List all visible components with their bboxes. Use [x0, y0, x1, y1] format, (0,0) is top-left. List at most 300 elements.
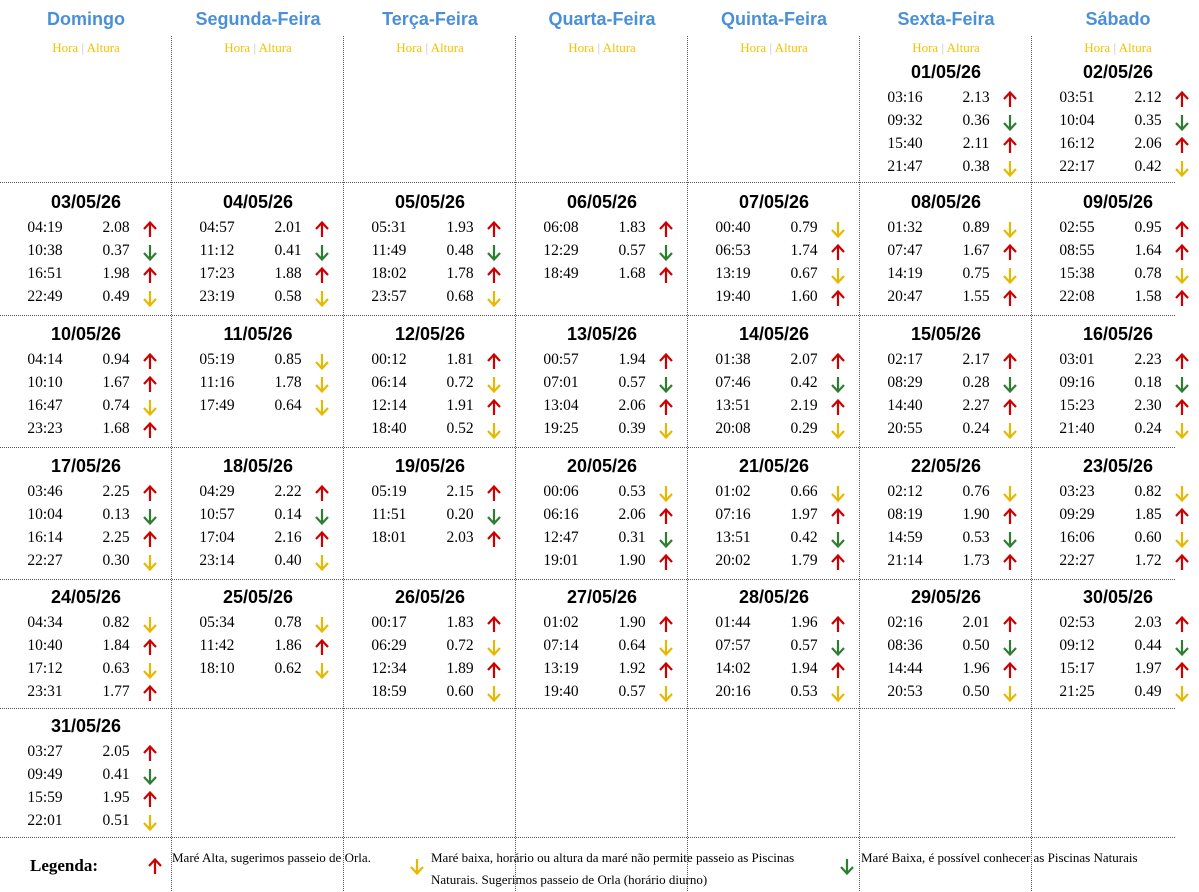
tide-time: 06:53	[715, 242, 751, 259]
arrow-up-icon	[658, 266, 674, 285]
tide-time: 23:19	[199, 288, 235, 305]
tide-time: 16:06	[1059, 529, 1095, 546]
arrow-down-icon	[486, 375, 502, 394]
day-date: 02/05/26	[1082, 62, 1154, 82]
tide-time: 18:49	[543, 265, 579, 282]
arrow-down-icon	[1174, 638, 1190, 657]
tide-row	[516, 660, 688, 683]
tide-row	[172, 288, 344, 311]
tide-height: 0.50	[962, 683, 990, 700]
tide-height: 0.67	[790, 265, 818, 282]
tide-row	[344, 374, 516, 397]
day-date: 28/05/26	[738, 587, 810, 607]
tide-time: 10:04	[27, 506, 63, 523]
arrow-down-icon	[658, 421, 674, 440]
tide-height: 0.78	[274, 614, 302, 631]
tide-height: 2.06	[618, 397, 646, 414]
tide-row	[1032, 552, 1199, 575]
day-cell	[1032, 324, 1199, 444]
tide-height: 2.08	[102, 219, 130, 236]
column-subheader	[516, 40, 688, 56]
tide-row	[516, 397, 688, 420]
tide-row	[0, 397, 172, 420]
arrow-up-icon	[1174, 615, 1190, 634]
tide-height: 0.24	[1134, 420, 1162, 437]
tide-time: 05:34	[199, 614, 235, 631]
column-subheader	[1032, 40, 1199, 56]
tide-time: 23:23	[27, 420, 63, 437]
tide-row	[344, 660, 516, 683]
tide-time: 04:57	[199, 219, 235, 236]
tide-height: 1.84	[102, 637, 130, 654]
tide-time: 20:08	[715, 420, 751, 437]
day-date: 31/05/26	[50, 716, 122, 736]
tide-time: 14:59	[887, 529, 923, 546]
tide-time: 03:27	[27, 743, 63, 760]
subheader-altura: Altura	[86, 40, 120, 55]
arrow-up-icon	[314, 530, 330, 549]
arrow-down-icon	[314, 352, 330, 371]
tide-row	[0, 529, 172, 552]
tide-height: 0.78	[1134, 265, 1162, 282]
subheader-hora: Hora	[912, 40, 939, 55]
tide-row	[1032, 242, 1199, 265]
tide-time: 00:12	[371, 351, 407, 368]
tide-time: 20:55	[887, 420, 923, 437]
tide-height: 0.66	[790, 483, 818, 500]
subheader-separator: |	[941, 40, 945, 55]
tide-row	[344, 529, 516, 552]
tide-time: 00:57	[543, 351, 579, 368]
tide-time: 19:01	[543, 552, 579, 569]
tide-height: 1.92	[618, 660, 646, 677]
tide-time: 06:29	[371, 637, 407, 654]
tide-height: 0.60	[446, 683, 474, 700]
tide-height: 0.58	[274, 288, 302, 305]
day-cell	[860, 324, 1032, 444]
tide-time: 01:32	[887, 219, 923, 236]
tide-row	[1032, 265, 1199, 288]
tide-row	[860, 420, 1032, 443]
tide-height: 0.57	[618, 374, 646, 391]
tide-height: 0.57	[618, 683, 646, 700]
arrow-up-icon	[142, 266, 158, 285]
arrow-up-icon	[1174, 90, 1190, 109]
tide-time: 14:02	[715, 660, 751, 677]
tide-time: 22:27	[27, 552, 63, 569]
tide-row	[688, 219, 860, 242]
tide-row	[344, 637, 516, 660]
tide-height: 0.42	[790, 529, 818, 546]
arrow-up-icon	[830, 553, 846, 572]
arrow-down-icon	[1174, 530, 1190, 549]
tide-time: 11:42	[199, 637, 235, 654]
tide-time: 07:57	[715, 637, 751, 654]
tide-height: 0.76	[962, 483, 990, 500]
tide-time: 22:49	[27, 288, 63, 305]
tide-row	[0, 660, 172, 683]
subheader-altura: Altura	[774, 40, 808, 55]
tide-height: 0.41	[274, 242, 302, 259]
tide-row	[0, 265, 172, 288]
arrow-up-icon	[142, 352, 158, 371]
arrow-up-icon	[830, 615, 846, 634]
tide-time: 18:02	[371, 265, 407, 282]
arrow-up-icon	[1002, 136, 1018, 155]
arrow-down-icon	[1002, 638, 1018, 657]
arrow-down-icon	[1174, 159, 1190, 178]
tide-row	[516, 351, 688, 374]
tide-row	[0, 242, 172, 265]
tide-height: 0.68	[446, 288, 474, 305]
tide-row	[688, 552, 860, 575]
tide-row	[860, 351, 1032, 374]
tide-row	[688, 374, 860, 397]
tide-row	[1032, 420, 1199, 443]
arrow-up-icon	[314, 266, 330, 285]
legend-title: Legenda:	[30, 856, 98, 875]
tide-time: 01:02	[715, 483, 751, 500]
tide-time: 09:29	[1059, 506, 1095, 523]
day-cell	[172, 192, 344, 312]
tide-time: 23:14	[199, 552, 235, 569]
arrow-down-icon	[409, 857, 425, 876]
tide-row	[0, 552, 172, 575]
legend-text-baixa-amarela: Maré baixa, horário ou altura da maré não permite passeio as Piscinas Naturais. Sugerimos passeio de Orla (horário diurno)	[431, 850, 795, 887]
tide-time: 04:19	[27, 219, 63, 236]
tide-time: 08:55	[1059, 242, 1095, 259]
tide-time: 10:38	[27, 242, 63, 259]
tide-row	[172, 483, 344, 506]
tide-row	[172, 660, 344, 683]
tide-row	[344, 506, 516, 529]
tide-height: 2.23	[1134, 351, 1162, 368]
day-cell	[0, 456, 172, 576]
arrow-up-icon	[314, 638, 330, 657]
tide-time: 16:47	[27, 397, 63, 414]
arrow-down-icon	[142, 243, 158, 262]
arrow-up-icon	[1174, 243, 1190, 262]
arrow-up-icon	[486, 615, 502, 634]
tide-time: 20:02	[715, 552, 751, 569]
day-date: 19/05/26	[394, 456, 466, 476]
tide-height: 0.82	[102, 614, 130, 631]
tide-height: 1.67	[102, 374, 130, 391]
day-date: 06/05/26	[566, 192, 638, 212]
arrow-down-icon	[142, 767, 158, 786]
tide-time: 12:47	[543, 529, 579, 546]
arrow-down-icon	[1002, 266, 1018, 285]
legend	[0, 839, 1199, 892]
arrow-up-icon	[486, 398, 502, 417]
arrow-down-icon	[658, 530, 674, 549]
tide-time: 18:59	[371, 683, 407, 700]
day-cell	[688, 192, 860, 312]
tide-time: 02:16	[887, 614, 923, 631]
day-date: 03/05/26	[50, 192, 122, 212]
arrow-up-icon	[314, 484, 330, 503]
subheader-altura: Altura	[258, 40, 292, 55]
tide-height: 1.72	[1134, 552, 1162, 569]
day-date: 07/05/26	[738, 192, 810, 212]
tide-row	[0, 683, 172, 706]
day-cell	[860, 456, 1032, 576]
arrow-down-icon	[314, 553, 330, 572]
day-date: 16/05/26	[1082, 324, 1154, 344]
arrow-down-icon	[1002, 684, 1018, 703]
arrow-up-icon	[1174, 507, 1190, 526]
tide-row	[344, 242, 516, 265]
day-date: 20/05/26	[566, 456, 638, 476]
tide-time: 04:34	[27, 614, 63, 631]
tide-row	[172, 374, 344, 397]
tide-time: 21:14	[887, 552, 923, 569]
column-subheader	[344, 40, 516, 56]
tide-height: 2.12	[1134, 89, 1162, 106]
tide-time: 20:53	[887, 683, 923, 700]
tide-height: 2.05	[102, 743, 130, 760]
week-divider	[0, 182, 1175, 183]
tide-row	[172, 265, 344, 288]
arrow-down-icon	[314, 615, 330, 634]
arrow-down-icon	[314, 398, 330, 417]
tide-time: 08:36	[887, 637, 923, 654]
arrow-down-icon	[486, 289, 502, 308]
tide-height: 2.03	[1134, 614, 1162, 631]
tide-row	[860, 397, 1032, 420]
tide-time: 22:17	[1059, 158, 1095, 175]
tide-height: 0.64	[618, 637, 646, 654]
tide-row	[688, 660, 860, 683]
tide-height: 0.37	[102, 242, 130, 259]
tide-height: 2.25	[102, 483, 130, 500]
tide-row	[516, 614, 688, 637]
tide-height: 1.91	[446, 397, 474, 414]
day-cell	[860, 62, 1032, 182]
arrow-down-icon	[142, 289, 158, 308]
subheader-separator: |	[425, 40, 429, 55]
tide-height: 1.96	[962, 660, 990, 677]
tide-row	[0, 614, 172, 637]
tide-time: 15:17	[1059, 660, 1095, 677]
day-cell	[516, 587, 688, 707]
arrow-up-icon	[1002, 243, 1018, 262]
tide-time: 11:51	[371, 506, 407, 523]
tide-height: 0.49	[1134, 683, 1162, 700]
tide-row	[860, 89, 1032, 112]
day-cell	[172, 456, 344, 576]
tide-time: 07:46	[715, 374, 751, 391]
tide-time: 07:14	[543, 637, 579, 654]
tide-height: 2.11	[962, 135, 990, 152]
tide-height: 0.49	[102, 288, 130, 305]
arrow-down-icon	[830, 421, 846, 440]
tide-row	[688, 397, 860, 420]
tide-height: 0.35	[1134, 112, 1162, 129]
tide-height: 0.82	[1134, 483, 1162, 500]
tide-height: 1.94	[618, 351, 646, 368]
day-date: 27/05/26	[566, 587, 638, 607]
tide-time: 21:40	[1059, 420, 1095, 437]
legend-text-alta: Maré Alta, sugerimos passeio de Orla.	[172, 850, 371, 865]
arrow-down-icon	[658, 243, 674, 262]
tide-time: 17:12	[27, 660, 63, 677]
arrow-down-icon	[1174, 375, 1190, 394]
tide-height: 0.30	[102, 552, 130, 569]
tide-row	[860, 112, 1032, 135]
tide-height: 2.06	[1134, 135, 1162, 152]
day-date: 10/05/26	[50, 324, 122, 344]
tide-time: 18:10	[199, 660, 235, 677]
tide-height: 0.72	[446, 637, 474, 654]
day-date: 23/05/26	[1082, 456, 1154, 476]
tide-time: 19:40	[543, 683, 579, 700]
tide-height: 0.57	[618, 242, 646, 259]
tide-height: 2.03	[446, 529, 474, 546]
tide-row	[860, 265, 1032, 288]
arrow-down-icon	[142, 661, 158, 680]
tide-row	[172, 552, 344, 575]
day-cell	[172, 324, 344, 444]
arrow-up-icon	[830, 661, 846, 680]
week-divider	[0, 315, 1175, 316]
tide-height: 2.17	[962, 351, 990, 368]
tide-row	[516, 637, 688, 660]
subheader-hora: Hora	[224, 40, 251, 55]
tide-height: 0.40	[274, 552, 302, 569]
tide-time: 13:19	[543, 660, 579, 677]
tide-row	[688, 529, 860, 552]
day-cell	[1032, 587, 1199, 707]
tide-row	[1032, 89, 1199, 112]
column-subheader	[860, 40, 1032, 56]
tide-time: 20:16	[715, 683, 751, 700]
tide-height: 1.90	[962, 506, 990, 523]
arrow-down-icon	[142, 615, 158, 634]
tide-row	[0, 637, 172, 660]
tide-row	[1032, 683, 1199, 706]
tide-height: 0.38	[962, 158, 990, 175]
tide-height: 1.68	[618, 265, 646, 282]
tide-time: 15:40	[887, 135, 923, 152]
tide-height: 0.53	[790, 683, 818, 700]
arrow-up-icon	[1002, 90, 1018, 109]
tide-row	[860, 637, 1032, 660]
day-date: 15/05/26	[910, 324, 982, 344]
tide-height: 1.86	[274, 637, 302, 654]
arrow-down-icon	[142, 507, 158, 526]
tide-time: 16:51	[27, 265, 63, 282]
arrow-up-icon	[1174, 553, 1190, 572]
tide-time: 12:34	[371, 660, 407, 677]
arrow-down-icon	[830, 530, 846, 549]
arrow-up-icon	[830, 398, 846, 417]
arrow-down-icon	[314, 243, 330, 262]
day-cell	[344, 192, 516, 312]
day-date: 25/05/26	[222, 587, 294, 607]
tide-time: 15:59	[27, 789, 63, 806]
tide-row	[0, 351, 172, 374]
day-header: Quinta-Feira	[720, 9, 827, 29]
day-header: Quarta-Feira	[548, 9, 656, 29]
tide-row	[516, 529, 688, 552]
tide-time: 04:14	[27, 351, 63, 368]
day-date: 29/05/26	[910, 587, 982, 607]
tide-height: 0.14	[274, 506, 302, 523]
day-header: Sábado	[1085, 9, 1151, 29]
arrow-up-icon	[486, 530, 502, 549]
tide-row	[172, 219, 344, 242]
arrow-up-icon	[658, 398, 674, 417]
arrow-down-icon	[839, 857, 855, 876]
arrow-down-icon	[830, 375, 846, 394]
tide-time: 23:57	[371, 288, 407, 305]
arrow-up-icon	[142, 220, 158, 239]
tide-row	[172, 614, 344, 637]
day-date: 04/05/26	[222, 192, 294, 212]
tide-time: 18:01	[371, 529, 407, 546]
arrow-up-icon	[486, 266, 502, 285]
subheader-separator: |	[597, 40, 601, 55]
tide-height: 0.95	[1134, 219, 1162, 236]
tide-row	[0, 420, 172, 443]
tide-height: 0.62	[274, 660, 302, 677]
tide-height: 0.75	[962, 265, 990, 282]
day-date: 24/05/26	[50, 587, 122, 607]
tide-row	[688, 637, 860, 660]
arrow-down-icon	[486, 638, 502, 657]
tide-time: 11:49	[371, 242, 407, 259]
arrow-down-icon	[1002, 113, 1018, 132]
arrow-up-icon	[142, 638, 158, 657]
day-cell	[1032, 192, 1199, 312]
tide-time: 05:19	[371, 483, 407, 500]
tide-time: 09:16	[1059, 374, 1095, 391]
arrow-down-icon	[830, 484, 846, 503]
tide-height: 0.44	[1134, 637, 1162, 654]
tide-row	[0, 219, 172, 242]
day-header: Domingo	[47, 9, 125, 29]
tide-row	[0, 766, 172, 789]
tide-row	[860, 506, 1032, 529]
tide-height: 2.27	[962, 397, 990, 414]
tide-time: 11:12	[199, 242, 235, 259]
tide-row	[688, 288, 860, 311]
tide-row	[516, 420, 688, 443]
day-date: 13/05/26	[566, 324, 638, 344]
tide-time: 02:53	[1059, 614, 1095, 631]
arrow-up-icon	[1174, 398, 1190, 417]
arrow-up-icon	[1002, 289, 1018, 308]
tide-height: 1.83	[446, 614, 474, 631]
day-date: 12/05/26	[394, 324, 466, 344]
arrow-down-icon	[1002, 530, 1018, 549]
tide-row	[1032, 288, 1199, 311]
tide-row	[860, 135, 1032, 158]
day-cell	[860, 192, 1032, 312]
tide-height: 2.01	[274, 219, 302, 236]
tide-row	[516, 552, 688, 575]
tide-height: 0.29	[790, 420, 818, 437]
subheader-altura: Altura	[946, 40, 980, 55]
tide-time: 15:23	[1059, 397, 1095, 414]
tide-time: 14:19	[887, 265, 923, 282]
day-date: 09/05/26	[1082, 192, 1154, 212]
tide-row	[1032, 219, 1199, 242]
tide-row	[0, 483, 172, 506]
tide-height: 0.39	[618, 420, 646, 437]
tide-height: 0.85	[274, 351, 302, 368]
